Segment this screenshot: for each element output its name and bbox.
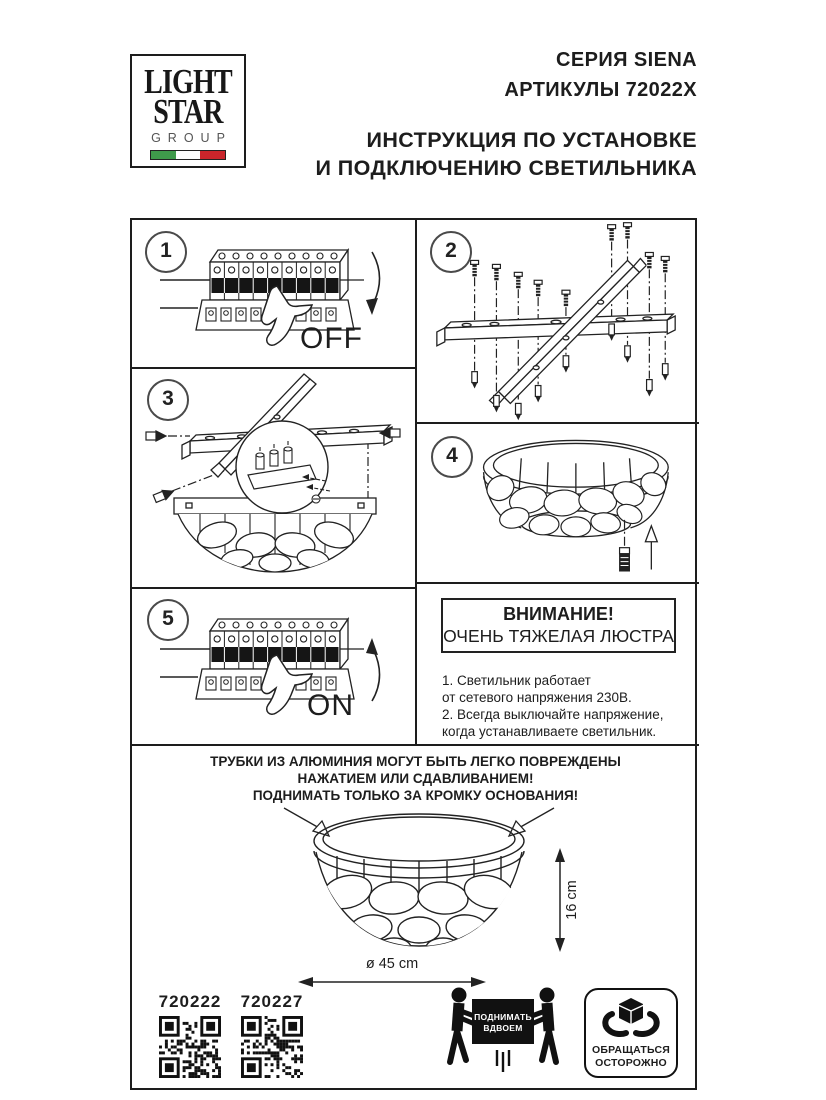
italian-flag-bar	[150, 150, 226, 160]
step-number-badge: 4	[431, 436, 473, 478]
handling-panel	[132, 746, 699, 1092]
hands-cube-icon	[601, 996, 661, 1040]
on-label: ON	[307, 689, 354, 722]
flag-white	[176, 151, 201, 159]
lightstar-logo	[130, 54, 246, 168]
flag-red	[200, 151, 225, 159]
handling-warning-line-1: ТРУБКИ ИЗ АЛЮМИНИЯ МОГУТ БЫТЬ ЛЕГКО ПОВРЕЖДЕНЫ	[210, 754, 621, 769]
diameter-dimension-label: ø 45 cm	[365, 956, 419, 972]
instruction-title-line1: ИНСТРУКЦИЯ ПО УСТАНОВКЕ	[366, 128, 697, 152]
article-code-2: 720227	[240, 992, 304, 1011]
series-label: СЕРИЯ SIENA	[556, 49, 697, 71]
attention-subtitle: ОЧЕНЬ ТЯЖЕЛАЯ ЛЮСТРА	[443, 626, 674, 646]
instruction-grid	[130, 218, 697, 1090]
instruction-title-line2: И ПОДКЛЮЧЕНИЮ СВЕТИЛЬНИКА	[315, 156, 697, 180]
height-dimension-label: 16 cm	[564, 880, 580, 920]
step-2-panel	[417, 220, 699, 422]
articles-label: АРТИКУЛЫ 72022X	[504, 79, 697, 101]
logo-group-text: GROUP	[151, 131, 232, 145]
article-code-1: 720222	[158, 992, 222, 1011]
step-number-badge: 2	[430, 231, 472, 273]
attention-box	[441, 598, 676, 653]
off-label: OFF	[300, 322, 363, 355]
logo-star-text: STAR	[153, 92, 223, 131]
step-4-panel	[417, 424, 699, 582]
step-1-panel	[132, 220, 415, 367]
note-line-4: когда устанавливаете светильник.	[442, 724, 657, 739]
care-sign	[584, 988, 678, 1078]
handling-warning-line-2: НАЖАТИЕМ ИЛИ СДАВЛИВАНИЕМ!	[297, 771, 534, 786]
care-sign-line1: ОБРАЩАТЬСЯ	[592, 1044, 670, 1056]
qr-code-1	[159, 1016, 221, 1078]
lift-sign-line1: ПОДНИМАТЬ	[474, 1012, 532, 1022]
logo-light-text: LIGHT	[144, 62, 232, 101]
two-person-carry-icon	[445, 986, 561, 1082]
attention-panel	[417, 584, 699, 744]
care-sign-line2: ОСТОРОЖНО	[595, 1057, 667, 1069]
attention-title: ВНИМАНИЕ!	[503, 604, 614, 624]
lift-sign-line2: ВДВОЕМ	[483, 1023, 523, 1033]
flag-green	[151, 151, 176, 159]
note-line-3: 2. Всегда выключайте напряжение,	[442, 707, 664, 722]
step-number-badge: 1	[145, 231, 187, 273]
note-line-2: от сетевого напряжения 230В.	[442, 690, 632, 705]
step-3-panel	[132, 369, 415, 587]
step-number-badge: 5	[147, 599, 189, 641]
qr-code-2	[241, 1016, 303, 1078]
step-number-badge: 3	[147, 379, 189, 421]
lift-sign	[445, 986, 561, 1082]
note-line-1: 1. Светильник работает	[442, 673, 591, 688]
step-5-panel	[132, 589, 415, 744]
handling-warning-line-3: ПОДНИМАТЬ ТОЛЬКО ЗА КРОМКУ ОСНОВАНИЯ!	[252, 788, 579, 803]
